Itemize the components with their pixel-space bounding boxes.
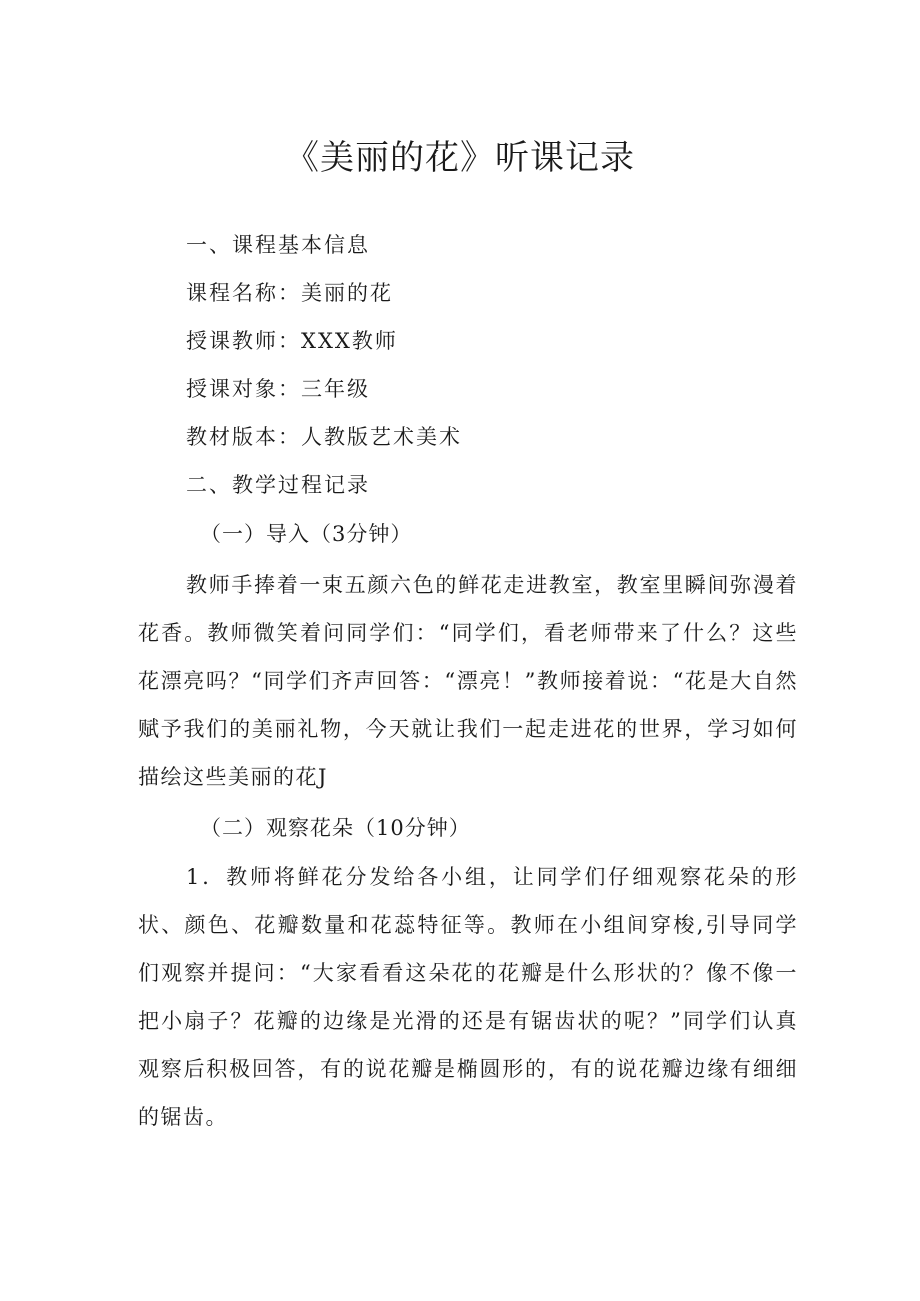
teacher-line: 授课教师：XXX教师: [186, 329, 398, 353]
section1-heading: 一、课程基本信息: [186, 233, 370, 257]
textbook-line: 教材版本：人教版艺术美术: [186, 425, 462, 449]
part1-paragraph: 教师手捧着一束五颜六色的鲜花走进教室，教室里瞬间弥漫着花香。教师微笑着问同学们：“同学们，看老师带来了什么？这些花漂亮吗？“同学们齐声回答：“漂亮！”教师接着说：“花是大自然赋予我们的美丽礼物，今天就让我们一起走进花的世界，学习如何描绘这些美丽的花J: [138, 573, 798, 789]
part2-paragraph: 1．教师将鲜花分发给各小组，让同学们仔细观察花朵的形状、颜色、花瓣数量和花蕊特征等。教师在小组间穿梭,引导同学们观察并提问：“大家看看这朵花的花瓣是什么形状的？像不像一把小扇子？花瓣的边缘是光滑的还是有锯齿状的呢？”同学们认真观察后积极回答，有的说花瓣是椭圆形的，有的说花瓣边缘有细细的锯齿。: [138, 865, 798, 1129]
course-name-line: 课程名称：美丽的花: [186, 281, 393, 305]
part2-heading: （二）观察花朵（10分钟）: [200, 816, 471, 840]
document-title: 《美丽的花》听课记录: [285, 138, 635, 178]
part1-heading: （一）导入（3分钟）: [200, 522, 413, 546]
audience-line: 授课对象：三年级: [186, 377, 370, 401]
section2-heading: 二、教学过程记录: [186, 473, 370, 497]
